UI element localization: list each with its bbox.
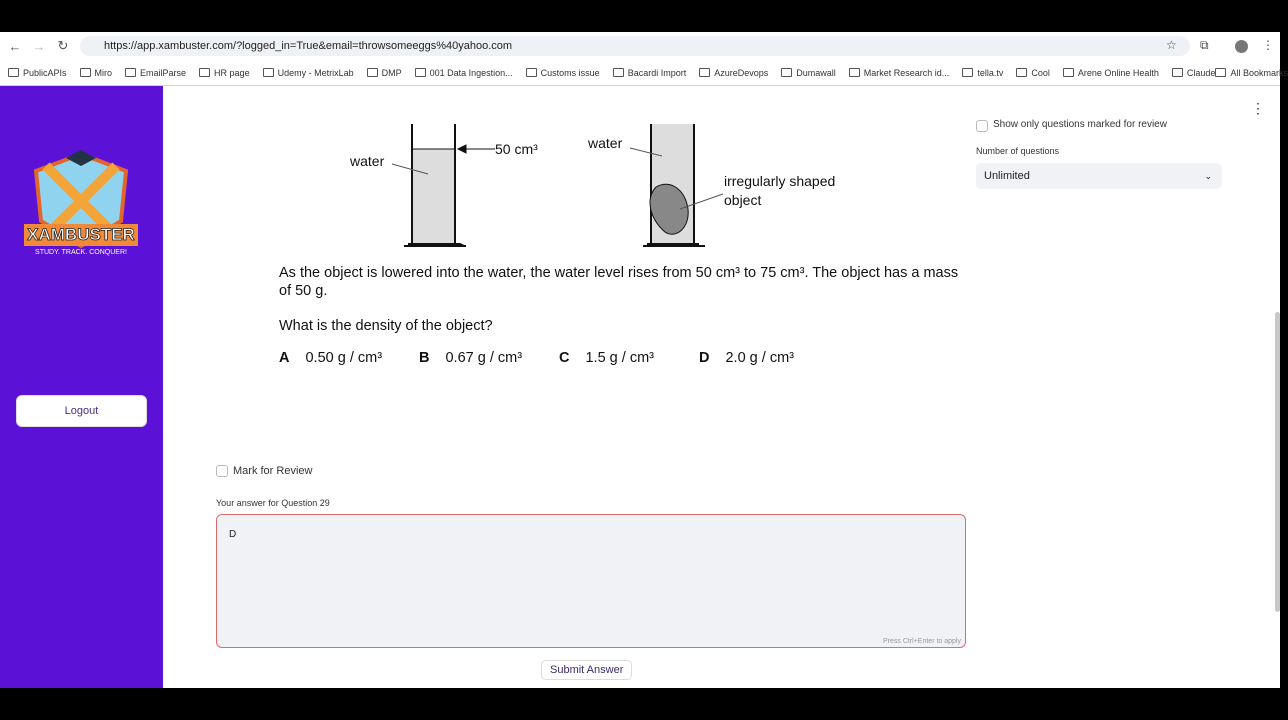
bookmark-icon (526, 68, 537, 77)
bookmark-icon (613, 68, 624, 77)
bookmark-item[interactable] (1172, 68, 1216, 78)
bookmark-item[interactable] (367, 68, 402, 78)
answer-label: Your answer for Question 29 (216, 498, 330, 508)
bookmark-label: Arene Online Health (1077, 67, 1159, 78)
bookmark-icon (80, 68, 91, 77)
browser-chrome (0, 32, 1288, 86)
answer-option (559, 350, 699, 366)
xambuster-logo (16, 146, 146, 261)
back-icon[interactable]: ← (8, 38, 22, 54)
bookmark-item[interactable] (1016, 68, 1050, 78)
bookmark-label: Cool (1031, 67, 1050, 78)
bookmark-label: DMP (381, 67, 402, 78)
num-questions-label: Number of questions (976, 146, 1060, 156)
svg-text:XAMBUSTER: XAMBUSTER (27, 225, 135, 244)
bookmark-item[interactable] (80, 68, 113, 78)
logout-button[interactable]: Logout (16, 395, 147, 427)
bookmark-label: Dumawall (796, 67, 836, 78)
option-letter: B (419, 350, 430, 366)
num-questions-value: Unlimited (984, 170, 1030, 182)
answer-option (419, 350, 559, 366)
bookmark-icon (415, 68, 426, 77)
address-bar[interactable] (80, 36, 1190, 56)
option-value: 1.5 g / cm³ (585, 350, 654, 366)
all-bookmarks[interactable] (1215, 68, 1288, 78)
bookmark-label: Market Research id... (863, 67, 950, 78)
bookmark-icon (1016, 68, 1027, 77)
bookmark-label: AzureDevops (714, 67, 769, 78)
object-label-1: irregularly shaped (724, 173, 836, 189)
question-text: As the object is lowered into the water, the water level rises from 50 cm³ to 75 cm³. The object has a mass of 50 g. (279, 265, 959, 299)
bookmark-icon (367, 68, 378, 77)
url-text: https://app.xambuster.com/?logged_in=True&email=throwsomeeggs%40yahoo.com (104, 40, 513, 52)
bookmark-item[interactable] (849, 68, 950, 78)
answer-option (699, 350, 839, 366)
bookmark-icon (1172, 68, 1183, 77)
question-prompt: What is the density of the object? (279, 318, 493, 334)
option-letter: C (559, 350, 570, 366)
folder-icon (1215, 68, 1226, 77)
scrollbar[interactable] (1275, 312, 1280, 612)
answer-value: D (229, 529, 237, 540)
bookmark-label: EmailParse (140, 67, 187, 78)
bookmark-icon (199, 68, 210, 77)
object-label-2: object (724, 192, 762, 208)
input-hint: Press Ctrl+Enter to apply (882, 638, 961, 645)
extensions-icon[interactable]: ⧉ (1200, 38, 1209, 52)
bookmark-icon (263, 68, 274, 77)
bookmark-item[interactable] (962, 68, 1003, 78)
water-label-1: water (350, 153, 385, 169)
submit-answer-button[interactable]: Submit Answer (541, 660, 632, 680)
bookmark-icon (125, 68, 136, 77)
bookmark-label: 001 Data Ingestion... (429, 67, 513, 78)
option-value: 0.67 g / cm³ (445, 350, 523, 366)
bookmark-item[interactable] (699, 68, 768, 78)
water-label-2: water (588, 135, 623, 151)
bookmark-icon (8, 68, 19, 77)
bookmark-icon (699, 68, 710, 77)
bookmarks-bar (0, 60, 1288, 86)
bookmark-item[interactable] (263, 68, 354, 78)
bookmark-item[interactable] (526, 68, 600, 78)
option-letter: D (699, 350, 710, 366)
option-value: 0.50 g / cm³ (305, 350, 383, 366)
bookmark-icon (849, 68, 860, 77)
bookmark-label: Bacardi Import (627, 67, 687, 78)
level-label: 50 cm³ (495, 141, 538, 157)
bookmark-item[interactable] (8, 68, 67, 78)
bookmark-icon (781, 68, 792, 77)
bookmark-label: Customs issue (540, 67, 600, 78)
mark-review-label: Mark for Review (233, 465, 313, 477)
more-options-icon[interactable]: ⋮ (1251, 100, 1265, 116)
bookmark-icon (962, 68, 973, 77)
option-value: 2.0 g / cm³ (725, 350, 794, 366)
bookmark-item[interactable] (415, 68, 513, 78)
bookmark-item[interactable] (199, 68, 250, 78)
bookmark-item[interactable] (125, 68, 186, 78)
sidebar (0, 86, 163, 688)
bookmark-icon (1063, 68, 1074, 77)
all-bookmarks-label: All Bookmarks (1230, 67, 1288, 78)
bookmark-item[interactable] (613, 68, 687, 78)
bookmark-item[interactable] (781, 68, 836, 78)
bookmark-label: HR page (214, 67, 250, 78)
graduated-cylinders-diagram (340, 124, 860, 249)
main-content (163, 86, 1280, 688)
bookmark-label: Miro (94, 67, 113, 78)
bookmark-label: Udemy - MetrixLab (277, 67, 354, 78)
answer-options (279, 350, 839, 366)
bookmark-label: tella.tv (977, 67, 1004, 78)
show-marked-checkbox[interactable] (976, 120, 988, 132)
star-icon[interactable]: ☆ (1166, 38, 1177, 52)
avatar[interactable] (1235, 40, 1248, 53)
bookmark-item[interactable] (1063, 68, 1159, 78)
reload-icon[interactable]: ↻ (57, 38, 69, 53)
num-questions-select[interactable] (976, 163, 1222, 189)
chevron-down-icon: ⌄ (1204, 170, 1212, 181)
svg-text:STUDY. TRACK. CONQUER!: STUDY. TRACK. CONQUER! (35, 249, 127, 256)
answer-textarea[interactable] (216, 514, 966, 648)
show-marked-label: Show only questions marked for review (993, 119, 1167, 130)
bookmark-label: Claude (1186, 67, 1216, 78)
option-letter: A (279, 350, 290, 366)
bookmark-label: PublicAPIs (23, 67, 67, 78)
mark-review-checkbox[interactable] (216, 465, 228, 477)
answer-option (279, 350, 419, 366)
menu-icon[interactable]: ⋮ (1262, 38, 1274, 52)
forward-icon[interactable]: → (32, 38, 46, 54)
